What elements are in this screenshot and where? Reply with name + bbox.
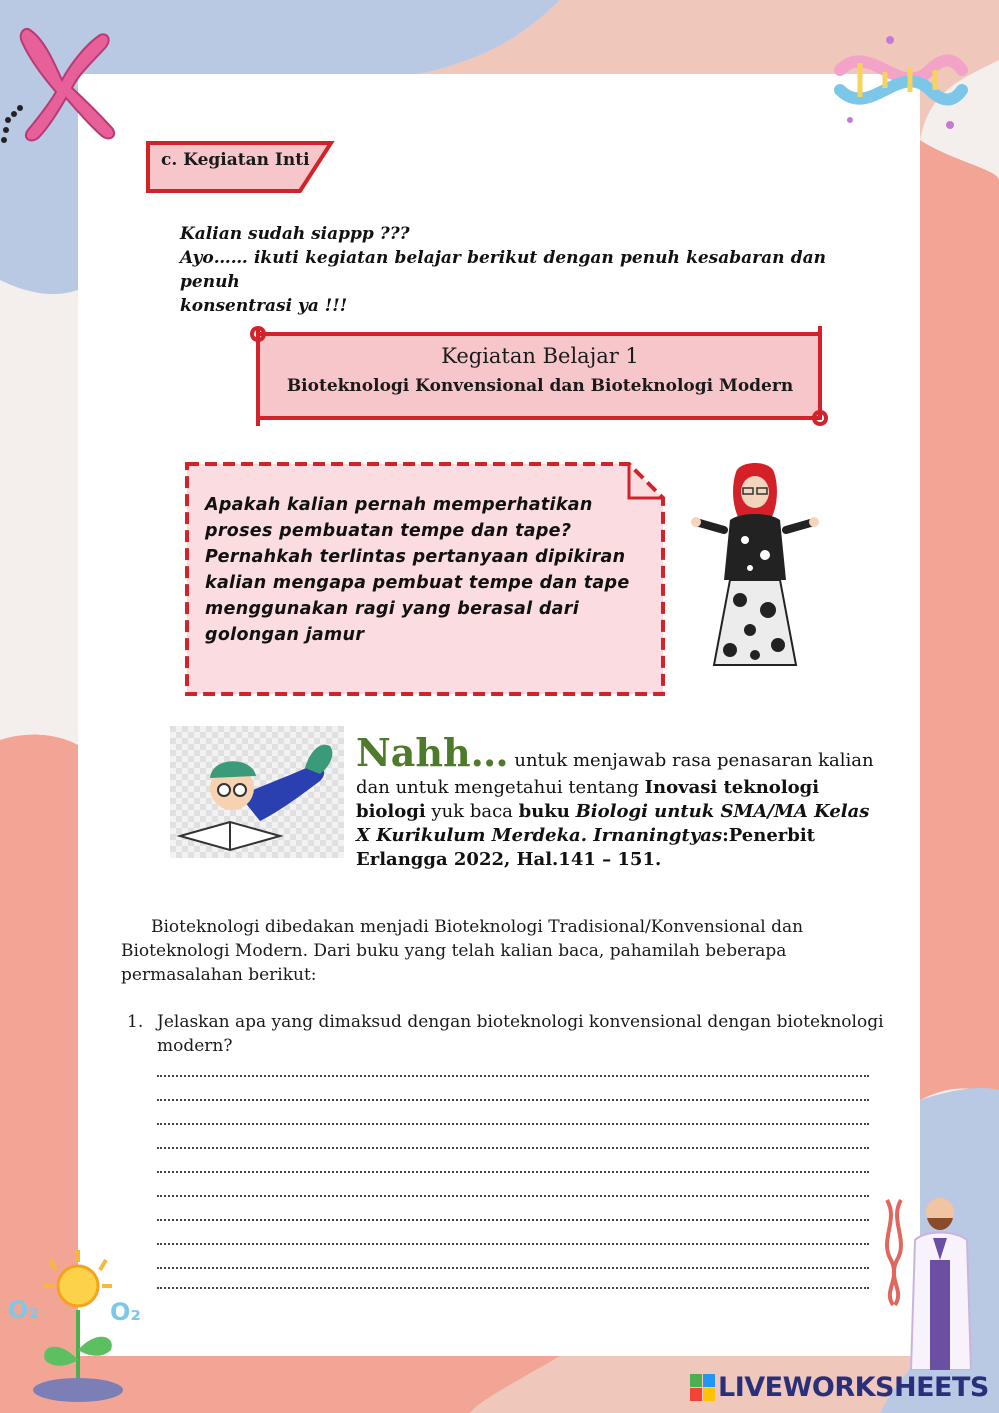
answer-line-10[interactable] bbox=[157, 1285, 869, 1289]
nahh-paragraph bbox=[356, 730, 886, 872]
answer-line-2[interactable] bbox=[157, 1097, 869, 1101]
chromosome-icon bbox=[0, 20, 140, 150]
intro-text bbox=[180, 222, 826, 318]
intro-line-3: konsentrasi ya !!! bbox=[180, 296, 348, 316]
nahh-book-title: Biologi untuk SMA/MA Kelas X Kurikulum Merdeka. Irnaningtyas bbox=[356, 801, 870, 846]
liveworksheets-text: LIVEWORKSHEETS bbox=[718, 1372, 989, 1403]
intro-line-1: Kalian sudah siappp ??? bbox=[180, 224, 410, 244]
question-1-number: 1. bbox=[127, 1012, 144, 1032]
answer-line-3[interactable] bbox=[157, 1121, 869, 1125]
scientist-illustration bbox=[875, 1190, 985, 1370]
question-box bbox=[183, 460, 669, 700]
nahh-bold-topic: Inovasi teknologi biologi bbox=[356, 777, 820, 822]
answer-line-8[interactable] bbox=[157, 1241, 869, 1245]
answer-line-9[interactable] bbox=[157, 1265, 869, 1269]
activity-subtitle: Bioteknologi Konvensional dan Bioteknologi Modern bbox=[286, 376, 794, 396]
nahh-text-1: untuk menjawab rasa penasaran kalian dan untuk mengetahui tentang bbox=[356, 750, 874, 798]
liveworksheets-badge-icon bbox=[690, 1374, 716, 1402]
answer-line-5[interactable] bbox=[157, 1169, 869, 1173]
section-tag bbox=[145, 140, 335, 194]
answer-line-1[interactable] bbox=[157, 1073, 869, 1077]
answer-line-6[interactable] bbox=[157, 1193, 869, 1197]
body-paragraph: Bioteknologi dibedakan menjadi Bioteknologi Tradisional/Konvensional dan Bioteknologi Modern. Dari buku yang telah kalian baca, pahamilah beberapa permasalahan berikut: bbox=[121, 917, 804, 985]
nahh-heading: Nahh… bbox=[356, 730, 509, 775]
boy-reading-illustration bbox=[170, 726, 344, 858]
plant-sun-icon bbox=[0, 1250, 160, 1410]
intro-line-2: Ayo…… ikuti kegiatan belajar berikut dengan penuh kesabaran dan penuh bbox=[180, 248, 826, 292]
dna-icon bbox=[830, 30, 970, 140]
question-1-text: Jelaskan apa yang dimaksud dengan bioteknologi konvensional dengan bioteknologi modern? bbox=[157, 1012, 884, 1056]
teacher-illustration bbox=[690, 460, 820, 675]
activity-banner bbox=[250, 322, 830, 432]
liveworksheets-logo bbox=[690, 1372, 990, 1404]
o2-left-label: O₂ bbox=[8, 1296, 39, 1324]
answer-line-4[interactable] bbox=[157, 1145, 869, 1149]
nahh-text-2: yuk baca bbox=[425, 801, 519, 822]
section-tag-label: c. Kegiatan Inti bbox=[161, 150, 310, 170]
question-box-text: Apakah kalian pernah memperhatikan proses pembuatan tempe dan tape? Pernahkah terlintas pertanyaan dipikiran kalian mengapa pembuat tempe dan tape menggunakan ragi yang berasal dari golongan jamur bbox=[205, 495, 630, 645]
nahh-bold-book: buku bbox=[518, 801, 570, 822]
activity-title: Kegiatan Belajar 1 bbox=[441, 344, 639, 368]
o2-right-label: O₂ bbox=[110, 1298, 141, 1326]
answer-line-7[interactable] bbox=[157, 1217, 869, 1221]
nahh-publisher: :Penerbit Erlangga 2022, Hal.141 – 151. bbox=[356, 825, 815, 870]
